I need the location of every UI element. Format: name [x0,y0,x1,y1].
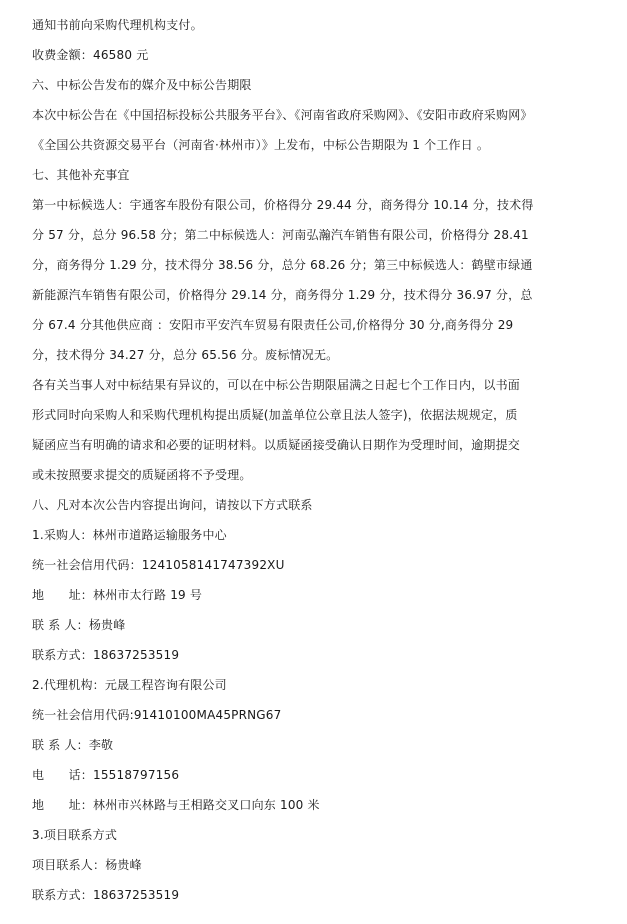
text-line: 分，商务得分 1.29 分，技术得分 38.56 分，总分 68.26 分；第三中标候选人：鹤壁市绿通 [32,258,533,272]
purchaser-credit-code: 统一社会信用代码：12410581417473​92XU [32,558,285,572]
agency-phone: 电 话：15518797156 [32,768,180,782]
text-line: 通知书前向采购代理机构支付。 [32,18,203,32]
project-contact-person: 项目联系人：杨贵峰 [32,858,142,872]
section-six-heading: 六、中标公告发布的媒介及中标公告期限 [32,78,252,92]
agency-contact: 联 系 人：李敬 [32,738,114,752]
purchaser-phone: 联系方式：18637253519 [32,648,180,662]
text-line: 第一中标候选人：宇通客车股份有限公司，价格得分 29.44 分，商务得分 10.14 分，技术得 [32,198,534,212]
project-contact-phone: 联系方式：18637253519 [32,888,180,902]
agency-address: 地 址：林州市兴林路与王相路交叉口向东 100 米 [32,798,320,812]
purchaser-contact: 联 系 人：杨贵峰 [32,618,126,632]
text-line: 或未按照要求提交的质疑函将不予受理。 [32,468,252,482]
document-body [32,10,592,910]
text-line: 新能源汽车销售有限公司，价格得分 29.14 分，商务得分 1.29 分，技术得分 36.97 分，总 [32,288,533,302]
text-line: 疑函应当有明确的请求和必要的证明材料。以质疑函接受确认日期作为受理时间，逾期提交 [32,438,521,452]
agency-name: 2.代理机构：元晟工程咨询有限公司 [32,678,227,692]
section-eight-heading: 八、凡对本次公告内容提出询问，请按以下方式联系 [32,498,313,512]
text-line: 分 57 分，总分 96.58 分；第二中标候选人：河南弘瀚汽车销售有限公司，价格得分 28.41 [32,228,529,242]
text-line: 《全国公共资源交易平台（河南省·林州市）》上发布，中标公告期限为 1 个工作日 。 [32,138,490,152]
fee-amount: 收费金额：46580 元 [32,48,149,62]
project-contact-heading: 3.项目联系方式 [32,828,118,842]
purchaser-name: 1.采购人：林州市道路运输服务中心 [32,528,227,542]
text-line: 各有关当事人对中标结果有异议的，可以在中标公告期限届满之日起七个工作日内，以书面 [32,378,521,392]
agency-credit-code: 统一社会信用代码:91410100MA45PRNG67 [32,708,282,722]
section-seven-heading: 七、其他补充事宜 [32,168,130,182]
purchaser-address: 地 址：林州市太行路 19 号 [32,588,203,602]
text-line: 形式同时向采购人和采购代理机构提出质疑(加盖单位公章且法人签字)，依据法规规定，质 [32,408,518,422]
text-line: 分 67.4 分其他供应商 ：安阳市平安汽车贸易有限责任公司,价格得分 30 分,商务得分 29 [32,318,514,332]
text-line: 分，技术得分 34.27 分，总分 65.56 分。废标情况无。 [32,348,339,362]
text-line: 本次中标公告在《中国招标投标公共服务平台》、《河南省政府采购网》、《安阳市政府采购网》 [32,108,533,122]
